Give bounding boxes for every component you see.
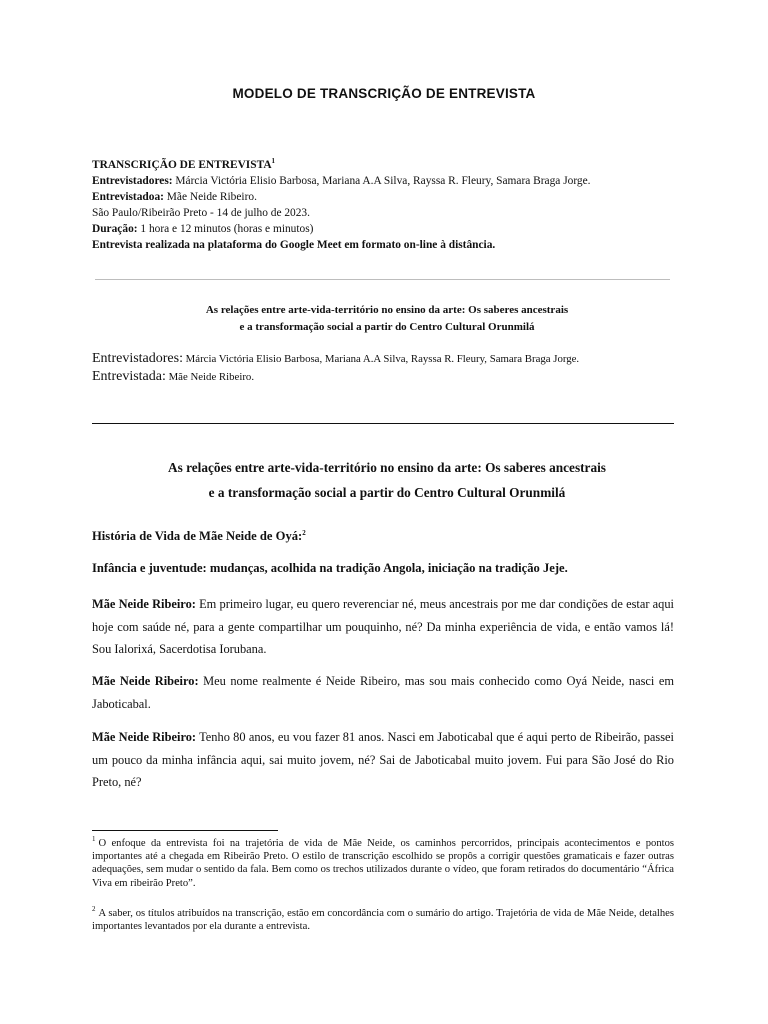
- duration-value: 1 hora e 12 minutos (horas e minutos): [137, 223, 314, 235]
- speaker-label: Mãe Neide Ribeiro:: [92, 730, 197, 744]
- article-title-small-line2: e a transformação social a partir do Centro Cultural Orunmilá: [239, 321, 535, 333]
- participants-interviewee-value: Mãe Neide Ribeiro.: [165, 371, 255, 383]
- divider-thin: [95, 279, 670, 280]
- section-heading-life-story-text: História de Vida de Mãe Neide de Oyá:: [92, 529, 303, 543]
- article-title-small: [92, 302, 682, 336]
- participants-interviewee: [92, 368, 674, 386]
- transcript-paragraph: [92, 670, 674, 715]
- interviewee-line: [92, 189, 682, 205]
- interviewee-label: Entrevistadoa:: [92, 191, 164, 203]
- place-date: São Paulo/Ribeirão Preto - 14 de julho de 2023.: [92, 207, 310, 219]
- speaker-label: Mãe Neide Ribeiro:: [92, 674, 199, 688]
- interviewers-value: Márcia Victória Elisio Barbosa, Mariana A.A Silva, Rayssa R. Fleury, Samara Braga Jorge.: [172, 175, 591, 187]
- section-heading-childhood: Infância e juventude: mudanças, acolhida na tradição Angola, iniciação na tradição Jeje.: [92, 561, 568, 575]
- footnote-ref-2[interactable]: 2: [302, 528, 306, 537]
- speaker-label: Mãe Neide Ribeiro:: [92, 597, 196, 611]
- participants-interviewee-label: Entrevistada:: [92, 369, 166, 384]
- article-title-main-line1: As relações entre arte-vida-território no ensino da arte: Os saberes ancestrais: [168, 460, 606, 475]
- participants-interviewers-label: Entrevistadores:: [92, 351, 183, 366]
- article-title-main: [92, 455, 682, 505]
- transcript-paragraph: [92, 726, 674, 794]
- transcript-paragraph: [92, 593, 674, 661]
- participants-interviewers-value: Márcia Victória Elisio Barbosa, Mariana A.A Silva, Rayssa R. Fleury, Samara Braga Jorge.: [182, 353, 580, 365]
- footnote-number: 2: [92, 905, 96, 914]
- footnote-text: O enfoque da entrevista foi na trajetória de vida de Mãe Neide, os caminhos percorridos, principais acontecimentos e pontos importantes até a chegada em Ribeirão Preto. O estilo de transcrição escolhido se propôs a corrigir questões gramaticais e fazer outras adequações, sem mudar o sentido da fala. Bem como os trechos utilizados durante o vídeo, que foram retirados do documentário “África Viva em ribeirão Preto”.: [92, 838, 674, 889]
- footnote-2: [92, 907, 674, 933]
- footnote-number: 1: [92, 835, 96, 844]
- participants-block: [92, 350, 674, 386]
- footnote-separator: [92, 830, 278, 831]
- platform-note: Entrevista realizada na plataforma do Google Meet em formato on-line à distância.: [92, 239, 496, 251]
- article-title-main-line2: e a transformação social a partir do Centro Cultural Orunmilá: [208, 485, 566, 500]
- interviewers-label: Entrevistadores:: [92, 175, 173, 187]
- document-title: MODELO DE TRANSCRIÇÃO DE ENTREVISTA: [232, 86, 536, 101]
- transcription-heading: [92, 157, 682, 173]
- transcription-heading-text: TRANSCRIÇÃO DE ENTREVISTA: [92, 159, 272, 171]
- duration-label: Duração:: [92, 223, 138, 235]
- article-title-small-line1: As relações entre arte-vida-território no ensino da arte: Os saberes ancestrais: [205, 304, 569, 316]
- speech-text: Meu nome realmente é Neide Ribeiro, mas sou mais conhecido como Oyá Neide, nasci em Jaboticabal.: [92, 674, 675, 711]
- interview-header: [92, 157, 682, 253]
- section-heading-life-story: [92, 527, 682, 545]
- participants-interviewers: [92, 350, 674, 368]
- footnote-1: [92, 837, 674, 890]
- interviewee-value: Mãe Neide Ribeiro.: [163, 191, 257, 203]
- speech-text: Em primeiro lugar, eu quero reverenciar né, meus ancestrais por me dar condições de estar aqui hoje com saúde né, para a gente compartilhar um pouquinho, né? Da minha experiência de vida, e então vamos lá! Sou Ialorixá, Sacerdotisa Iorubana.: [92, 597, 674, 656]
- footnote-text: A saber, os títulos atribuídos na transcrição, estão em concordância com o sumário do artigo. Trajetória de vida de Mãe Neide, detalhes importantes levantados por ela durante a entrevista.: [92, 908, 674, 933]
- divider-thick: [92, 423, 674, 424]
- interviewers-line: [92, 173, 682, 189]
- speech-text: Tenho 80 anos, eu vou fazer 81 anos. Nasci em Jaboticabal que é aqui perto de Ribeirão, passei um pouco da minha infância aqui, sai muito jovem, né? Sai de Jaboticabal muito jovem. Fui para São José do Rio Preto, né?: [92, 730, 674, 789]
- duration-line: [92, 221, 682, 237]
- footnote-ref-1[interactable]: 1: [271, 157, 276, 166]
